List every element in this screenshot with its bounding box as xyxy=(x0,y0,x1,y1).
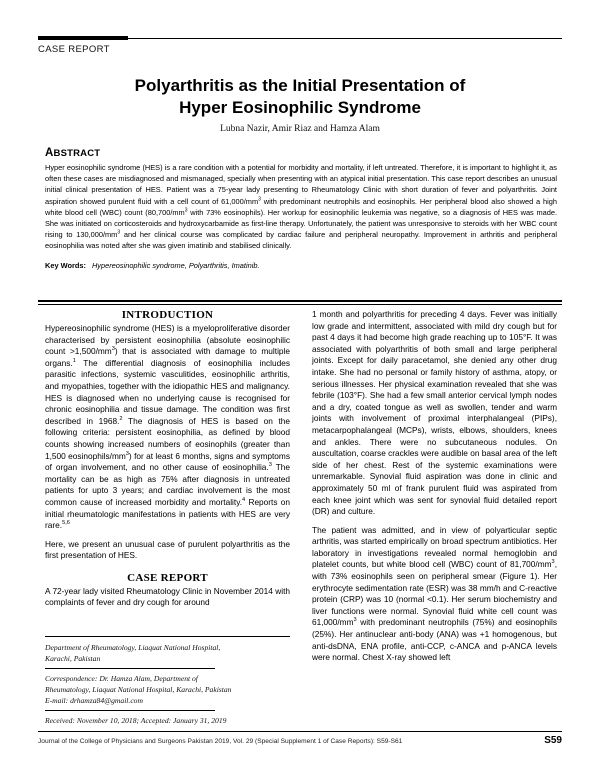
page-footer xyxy=(38,731,562,746)
correspondence-info xyxy=(45,673,290,706)
submission-dates: Received: November 10, 2018; Accepted: January 31, 2019 xyxy=(45,716,227,725)
keywords-values: Hypereosinophilic syndrome, Polyarthritis, Imatinib. xyxy=(91,260,260,270)
case-report-heading: CASE REPORT xyxy=(127,571,208,584)
introduction-paragraph-2: Here, we present an unusual case of purulent polyarthritis as the first presentation of HES. xyxy=(45,538,290,561)
footer-rule xyxy=(38,731,562,732)
affiliation-block xyxy=(45,636,290,726)
running-head-thick-rule xyxy=(38,36,128,40)
article-type-label: CASE REPORT xyxy=(38,44,110,55)
title-line-1: Polyarthritis as the Initial Presentation of xyxy=(134,76,466,95)
correspondence-line-2: Rheumatology, Liaquat National Hospital, Karachi, Pakistan xyxy=(45,685,232,694)
right-column xyxy=(312,309,557,671)
affiliation-divider-1 xyxy=(45,668,215,669)
correspondence-line-1: Correspondence: Dr. Hamza Alam, Department of xyxy=(45,674,198,683)
page-number: S59 xyxy=(544,735,562,746)
abstract-separator-rule xyxy=(38,300,562,305)
introduction-paragraph-1: Hypereosinophilic syndrome (HES) is a myeloproliferative disorder characterised by persistent eosinophilia (absolute eosinophilic count $>1,500/mm^3$) that is associated with damage to multiple organs.$^1$ The differential diagnosis of eosinophilia includes parasitic infections, systemic vasculitides, eosinophilic arthritis, and myopathies, together with the idiopathic HES and malignancy. HES is diagnosed when no underlying cause is recognised for chronic eosinophilia and tissue damage. The condition was first described in 1968.$^2$ The diagnosis of HES is based on the following criteria: persistent eosinophilia, as defined by blood counts showing increased numbers of eosinophils (greater than 1,500 eosinophils/$mm^3$) for at least 6 months, signs and symptoms of organ involvement, and no other cause of eosinophilia.$^3$ The mortality can be as high as 75% after diagnosis in untreated patients for upto 3 years; and cardiac involvement is the most common cause of increased morbidity and mortality.$^4$ Reports on initial rheumatologic manifestations in patients with HES are very rare.$^{5,6}$ xyxy=(45,323,291,531)
page-title xyxy=(60,75,540,119)
running-head xyxy=(38,36,562,55)
abstract-text: Hyper eosinophilic syndrome (HES) is a rare condition with a potential for morbidity and mortality, if left untreated. Therefore, it is important to highlight it, as often these cases are misdiagnosed and mismanaged, specially when presenting with an atypical initial presentation. This case report describes an unusual initial clinical presentation of HES. Patient was a 75-year lady presenting to Rheumatology Clinic with short duration of fever and polyarthritis. Joint aspiration showed purulent fluid with a cell count of $61,000/mm^3$ with predominant neutrophils and eosinophils. Her peripheral blood also showed a high white blood cell (WBC) count ($80,700/mm^3$ with 73% eosinophils). Her workup for eosinophilic leukemia was negative, so a diagnosis of HES was made. She was initiated on corticosteroids and hydroxycarbamide as first-line therapy. Unfortunately, the patient was unresponsive to steroids with her WBC count rising to $130,000/mm^3$ and her clinical course was complicated by cardiac failure and peripheral neuropathy. Improvement in arthritis and peripheral eosinophilia was noted after she was given imatinib and stabilised clinically. xyxy=(45,163,558,251)
right-column-paragraph-2: The patient was admitted, and in view of polyarticular septic arthritis, was started empirically on broad spectrum antibiotics. Her laboratory in investigations revealed normal hemoglobin and platelet counts, but white blood cell (WBC) count of $81,700/mm^3$, with 73% eosinophils seen on peripheral smear (Figure 1). Her erythrocyte sedimentation rate (ESR) was 38 mm/h and C-reactive protein (CRP) was 10 (normal <0.1). Her serum biochemistry and liver functions were normal. Synovial fluid white cell count was $61,000/mm^3$ with predominant neutrophils (75%) and eosinophils (25%). Her antinuclear anti-body (ANA) was +1 homogenous, but anti-dsDNA, ENA profile, anti-CCP, c-ANCA and p-ANCA levels were normal. Chest X-ray showed left xyxy=(312,524,557,663)
department-line-2: Karachi, Pakistan xyxy=(45,654,101,663)
introduction-heading: INTRODUCTION xyxy=(121,309,214,321)
keywords-line xyxy=(45,261,557,270)
department-affiliation xyxy=(45,642,290,664)
abstract-heading-initial: A xyxy=(45,147,54,159)
running-head-rules xyxy=(38,36,562,42)
right-column-paragraph-1: 1 month and polyarthritis for preceding 4 days. Fever was initially low grade and intermittent, associated with mild dry cough but for past 4 days it had become high grade reaching up to 105°F. It was associated with polyarthritis of both small and large peripheral joints. Except for daily paracetamol, she denied any other drug intake. She had no personal or family history of asthma, atopy, or serious illnesses. Her physical examination revealed that she was febrile (103°F). She had a few small anterior cervical lymph nodes and a dry, coated tongue as well as swollen, tender and warm joints with involvement of proximal interphalangeal (PIPs), metacarpophalangeal (MCPs), wrists, elbows, shoulders, knees and ankles. There were no subcutaneous nodules. On auscultation, coarse crackles were audible on basal area of the left side of her chest. Rest of the systemic examinations were unremarkable. Synovial fluid aspiration was done in clinic and approximately 50 ml of frank purulent fluid was aspirated from each knee joint which was sent for synovial fluid detailed report (DR) and culture. xyxy=(312,309,557,517)
affiliation-divider-2 xyxy=(45,710,215,711)
title-line-2: Hyper Eosinophilic Syndrome xyxy=(179,98,421,117)
abstract-heading-rest: BSTRACT xyxy=(53,148,101,159)
abstract-section xyxy=(45,147,557,270)
case-report-paragraph-1: A 72-year lady visited Rheumatology Clinic in November 2014 with complaints of fever and dry cough for around xyxy=(45,585,290,608)
footer-citation: Journal of the College of Physicians and Surgeons Pakistan 2019, Vol. 29 (Special Supplement 1 of Case Reports): S59-S61 xyxy=(38,738,403,745)
department-line-1: Department of Rheumatology, Liaquat National Hospital, xyxy=(45,643,221,652)
footer-row xyxy=(38,735,562,746)
abstract-heading xyxy=(45,147,557,159)
keywords-label: Key Words: xyxy=(45,260,86,270)
left-column xyxy=(45,309,290,609)
correspondence-email[interactable]: E-mail: drhamza84@gmail.com xyxy=(45,696,143,705)
author-list: Lubna Nazir, Amir Riaz and Hamza Alam xyxy=(220,124,380,134)
affiliation-top-rule xyxy=(45,636,290,637)
